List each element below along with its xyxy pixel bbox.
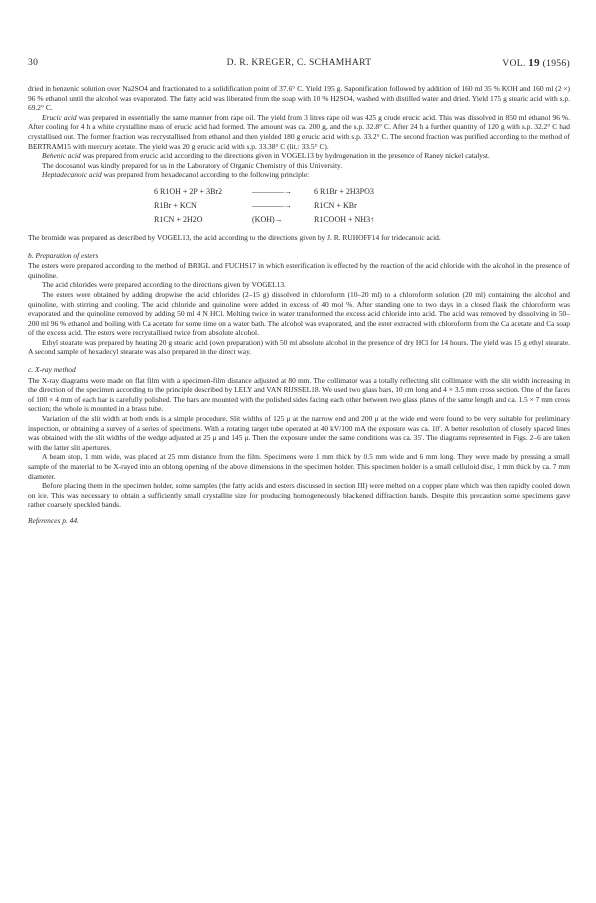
reaction-scheme bbox=[154, 185, 570, 227]
paragraph: The acid chlorides were prepared according to the directions given by VOGEL13. bbox=[42, 280, 286, 290]
equation-left: R1CN + 2H2O bbox=[154, 214, 203, 224]
equation-left: R1Br + KCN bbox=[154, 200, 197, 210]
equation-arrow: (KOH)→ bbox=[252, 214, 283, 224]
equation-left: 6 R1OH + 2P + 3Br2 bbox=[154, 186, 223, 196]
equation-arrow: ————→ bbox=[252, 186, 292, 196]
equation-right: 6 R1Br + 2H3PO3 bbox=[314, 186, 374, 196]
paragraph: dried in benzenic solution over Na2SO4 and fractionated to a solidification point of 37.6° C. Yield 195 g. Saponification followed by addition of 160 ml 35 % KOH and 160 ml (2 ×) 96 % ethanol until the alcohol was evaporated. The fatty acid was liberated from the soap with 10 % H2SO4, washed with distilled water and dried. Yield 175 g stearic acid with s.p. 69.2° C. bbox=[28, 84, 570, 113]
paragraph: Before placing them in the specimen holder, some samples (the fatty acids and esters discussed in section III) were melted on a copper plate which was then rapidly cooled down on ice. This was necessary to obtain a sufficiently small crystallite size for producing homogeneously blackened diffraction bands. Despite this precaution some specimens gave rather coarsely speckled bands. bbox=[28, 481, 570, 510]
paragraph: The esters were obtained by adding dropwise the acid chlorides (2–15 g) dissolved in chloroform (10–20 ml) to a chloroform solution (20 ml) containing the alcohol and quinoline, with stirring and cooling. The acid chloride and quinoline were added in excess of 40 mol %. After standing one to two days in a closed flask the chloroform was evaporated and the quinoline removed by adding 50 ml 4 N HCl. Melting twice in water transformed the excess acid chloride into acid. The acid was removed by dissolving in 50–200 ml 96 % ethanol and boiling with Ca acetate for some time on a water bath. The alcohol was evaporated, and the ester extracted with chloroform from the Ca acetate and Ca soap of the excess acid. The esters were recrystallised twice from absolute alcohol. bbox=[28, 289, 570, 338]
paragraph: The X-ray diagrams were made on flat film with a specimen-film distance adjusted at 80 mm. The collimator was a totally reflecting slit collimator with the slit width increasing in the direction of the specimen according to the principle described by LELY and VAN RIJSSEL18. We used two glass bars, 10 cm long and 4 × 3.5 mm cross section. One of the faces of 100 × 4 mm of each bar is carefully polished. The bars are mounted with the polished sides facing each other between two glass plates of the same length and ca. 1.5 × 7 mm cross section; the whole is mounted in a brass tube. bbox=[28, 375, 570, 414]
equation-right: R1CN + KBr bbox=[314, 200, 357, 210]
running-header bbox=[28, 57, 570, 71]
paragraph: The docosanol was kindly prepared for us in the Laboratory of Organic Chemistry of this University. bbox=[42, 160, 343, 170]
paragraph-text: was prepared from hexadecanol according to the following principle: bbox=[101, 170, 310, 180]
paragraph-text: was prepared from erucic acid according to the directions given in VOGEL13 by hydrogenation in the presence of Raney nickel catalyst. bbox=[80, 151, 490, 161]
equation-row bbox=[154, 213, 570, 227]
vol-year: (1956) bbox=[542, 58, 570, 69]
section-heading: b. Preparation of esters bbox=[28, 250, 99, 260]
paragraph bbox=[28, 113, 570, 151]
article-body bbox=[28, 84, 570, 526]
inline-term: Heptadecanoic acid bbox=[42, 170, 102, 180]
equation-arrow: ————→ bbox=[252, 200, 292, 210]
equation-row bbox=[154, 199, 570, 213]
volume-info bbox=[502, 57, 570, 69]
section-heading: c. X-ray method bbox=[28, 365, 76, 375]
vol-prefix: VOL. bbox=[502, 58, 526, 69]
paragraph bbox=[28, 151, 570, 161]
paragraph-text: was prepared in essentially the same manner from rape oil. The yield from 3 litres rape oil was 425 g crude erucic acid. This was dissolved in 850 ml ethanol 96 %. After cooling for 4 h a white crystalline mass of erucic acid had formed. The amount was ca. 200 g, and the s.p. 32.8° C. After 24 h a further quantity of 120 g with s.p. 32.2° C had crystallised out. The former fraction was recrystallised from ethanol and then yielded 180 g erucic acid with s.p. 33.2° C. The second fraction was purified according to the method of BERTRAM15 with mercury acetate. The yield was 20 g erucic acid with s.p. 33.38° C (lit.: 33.5° C). bbox=[28, 112, 570, 151]
inline-term: Erucic acid bbox=[42, 112, 77, 122]
equation-right: R1COOH + NH3↑ bbox=[314, 214, 375, 224]
running-authors: D. R. KREGER, C. SCHAMHART bbox=[226, 57, 372, 68]
paragraph: The esters were prepared according to the method of BRIGL and FUCHS17 in which esterification is effected by the reaction of the acid chloride with the alcohol in the presence of quinoline. bbox=[28, 261, 570, 280]
paragraph: A beam stop, 1 mm wide, was placed at 25 mm distance from the film. Specimens were 1 mm thick by 0.5 mm wide and 6 mm long. They were made by pressing a small sample of the material to be X-rayed into an oblong opening of the above dimensions in the specimen holder. This specimen holder is a small celluloid disc, 1 mm thick by ca. 7 mm diameter. bbox=[28, 452, 570, 481]
page-number: 30 bbox=[28, 57, 39, 68]
paragraph bbox=[28, 170, 570, 180]
vol-number: 19 bbox=[528, 57, 540, 69]
paragraph: Variation of the slit width at both ends is a simple procedure. Slit widths of 125 μ at the narrow end and 200 μ at the wide end were found to be very suitable for preliminary inspection, or obtaining a survey of a series of specimens. With a rotating target tube operated at 40 kV/100 mA the exposure was ca. 10'. A better resolution of closely spaced lines was obtained with the slit widths of the wedge adjusted at 25 μ and 145 μ. Then the exposure under the same conditions was ca. 35'. The diagrams represented in Figs. 2–6 are taken with the latter slit apertures. bbox=[28, 414, 570, 452]
inline-term: Behenic acid bbox=[42, 151, 81, 161]
equation-row bbox=[154, 185, 570, 199]
paragraph: Ethyl stearate was prepared by heating 20 g stearic acid (own preparation) with 50 ml absolute alcohol in the presence of dry HCl for 14 hours. The yield was 15 g ethyl stearate. A second sample of hexadecyl stearate was also prepared in the direct way. bbox=[28, 337, 570, 357]
references-note: References p. 44. bbox=[28, 515, 79, 525]
paragraph: The bromide was prepared as described by VOGEL13, the acid according to the directions given by J. R. RUHOFF14 for tridecanoic acid. bbox=[28, 232, 441, 242]
